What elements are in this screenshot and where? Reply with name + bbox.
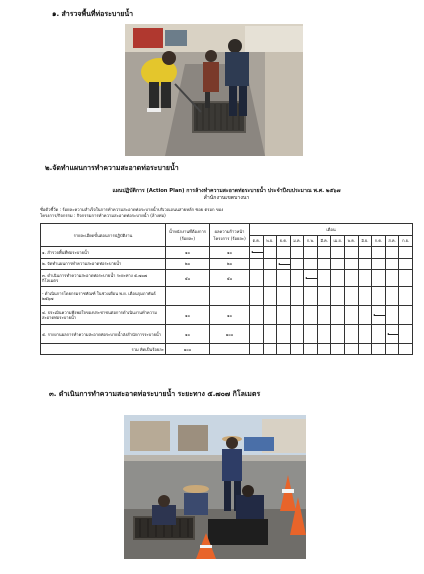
month-cell <box>263 306 277 325</box>
timeline-arrow <box>306 278 317 279</box>
total-weight: ๑๐๐ <box>166 344 210 355</box>
total-empty-cell <box>345 344 359 355</box>
month-cell <box>250 325 264 344</box>
total-empty-cell <box>317 344 331 355</box>
month-cell <box>250 270 264 287</box>
month-cell <box>331 306 345 325</box>
activity-cell: ๑. สำรวจพื้นที่ท่อระบายน้ำ <box>41 247 166 259</box>
section-heading-cleaning: ๓. ดำเนินการทำความสะอาดท่อระบายน้ำ ระยะทาง ๕.๗๐๗ กิโลเมตร <box>49 390 261 398</box>
month-cell <box>358 306 372 325</box>
month-header: ม.ค. <box>290 236 304 247</box>
activity-cell: - ดำเนินการโดยกรมราชทัณฑ์ ในช่วงเดือน พ.ย. เดือนกุมภาพันธ์ ๒๕๖๗ <box>41 287 166 306</box>
month-cell <box>290 270 304 287</box>
month-cell <box>304 270 318 287</box>
col-header-target: ผลความก้าวหน้าโครงการ (ร้อยละ) <box>210 224 250 247</box>
table-row <box>41 325 413 344</box>
weight-cell: ๕๐ <box>166 270 210 287</box>
month-cell <box>277 247 291 259</box>
plan-title: แผนปฏิบัติการ (Action Plan) การล้างทำความสะอาดท่อระบายน้ำ ประจำปีงบประมาณ พ.ศ. ๒๕๖๗ <box>112 188 341 194</box>
total-empty-cell <box>210 344 250 355</box>
month-cell <box>290 258 304 270</box>
activity-cell: ๓. ดำเนินการทำความสะอาดท่อระบายน้ำ ระยะทาง ๕.๗๐๗ กิโลเมตร <box>41 270 166 287</box>
action-plan-table <box>40 223 413 355</box>
month-cell <box>372 247 386 259</box>
timeline-arrow <box>374 315 385 316</box>
target-cell: ๑๐ <box>210 247 250 259</box>
month-cell <box>317 258 331 270</box>
target-cell: ๒๐ <box>210 258 250 270</box>
month-cell <box>263 325 277 344</box>
table-row <box>41 247 413 259</box>
photo-drain-cleaning <box>124 415 306 559</box>
month-cell <box>290 306 304 325</box>
month-cell <box>263 247 277 259</box>
target-cell <box>210 287 250 306</box>
total-empty-cell <box>331 344 345 355</box>
total-empty-cell <box>385 344 399 355</box>
month-cell <box>372 270 386 287</box>
month-cell <box>372 306 386 325</box>
weight-cell: ๑๐ <box>166 325 210 344</box>
col-header-weight: น้ำหนักงานที่ต้องการ (ร้อยละ) <box>166 224 210 247</box>
month-cell <box>250 287 264 306</box>
month-header: พ.ย. <box>263 236 277 247</box>
month-cell <box>250 247 264 259</box>
month-cell <box>372 258 386 270</box>
month-cell <box>331 247 345 259</box>
month-cell <box>358 287 372 306</box>
month-cell <box>399 287 413 306</box>
total-row <box>41 344 413 355</box>
target-cell: ๑๐ <box>210 306 250 325</box>
month-cell <box>290 287 304 306</box>
activity-cell: ๔. ประเมินความพึงพอใจของประชาชนต่อการดำเนินงานทำความสะอาดท่อระบายน้ำ <box>41 306 166 325</box>
month-cell <box>399 258 413 270</box>
month-cell <box>372 325 386 344</box>
month-cell <box>372 287 386 306</box>
month-header: ธ.ค. <box>277 236 291 247</box>
month-cell <box>250 306 264 325</box>
total-empty-cell <box>304 344 318 355</box>
total-empty-cell <box>358 344 372 355</box>
month-cell <box>317 325 331 344</box>
month-cell <box>358 270 372 287</box>
month-cell <box>304 306 318 325</box>
month-cell <box>358 258 372 270</box>
timeline-arrow <box>279 264 290 265</box>
month-cell <box>277 306 291 325</box>
month-cell <box>290 325 304 344</box>
table-row <box>41 306 413 325</box>
month-cell <box>331 287 345 306</box>
month-cell <box>290 247 304 259</box>
month-cell <box>385 287 399 306</box>
photo-drain-survey <box>125 24 303 156</box>
col-header-activity: รายละเอียดขั้นตอนการปฏิบัติงาน <box>41 224 166 247</box>
month-cell <box>345 306 359 325</box>
month-cell <box>385 270 399 287</box>
total-empty-cell <box>250 344 264 355</box>
col-header-months: เดือน <box>250 224 413 236</box>
weight-cell <box>166 287 210 306</box>
month-cell <box>399 247 413 259</box>
month-cell <box>345 247 359 259</box>
action-plan-document <box>40 180 413 358</box>
photo-drain-cleaning-image <box>124 415 306 559</box>
month-cell <box>331 258 345 270</box>
month-header: ก.ย. <box>399 236 413 247</box>
month-header: ก.ค. <box>372 236 386 247</box>
activity-cell: ๕. รายงานผลการทำความสะอาดท่อระบายน้ำส่งสำนักการระบายน้ำ <box>41 325 166 344</box>
plan-indicator: ชื่อตัวชี้วัด : ร้อยละความสำเร็จในการทำความสะอาดท่อระบายน้ำบริเวณถนนสายหลัก ซอย ตรอก ของ <box>40 207 224 212</box>
month-header: มี.ค. <box>317 236 331 247</box>
month-header: มิ.ย. <box>358 236 372 247</box>
month-cell <box>317 270 331 287</box>
month-cell <box>331 270 345 287</box>
month-header: ส.ค. <box>385 236 399 247</box>
month-cell <box>263 270 277 287</box>
plan-project: โครงการ/กิจกรรม : กิจกรรมการทำความสะอาดท่อระบายน้ำ (ล้างท่อ) <box>40 213 166 218</box>
month-header: ต.ค. <box>250 236 264 247</box>
month-cell <box>399 306 413 325</box>
weight-cell: ๒๐ <box>166 258 210 270</box>
month-cell <box>385 247 399 259</box>
target-cell: ๕๐ <box>210 270 250 287</box>
month-cell <box>385 306 399 325</box>
month-cell <box>263 287 277 306</box>
month-cell <box>399 325 413 344</box>
section-heading-survey: ๑. สำรวจพื้นที่ท่อระบายน้ำ <box>52 10 134 18</box>
month-cell <box>304 258 318 270</box>
total-empty-cell <box>372 344 386 355</box>
month-cell <box>345 258 359 270</box>
month-header: พ.ค. <box>345 236 359 247</box>
total-label: รวม คิดเป็นร้อยละ <box>41 344 166 355</box>
month-cell <box>304 325 318 344</box>
month-cell <box>304 247 318 259</box>
month-header: ก.พ. <box>304 236 318 247</box>
total-empty-cell <box>277 344 291 355</box>
total-empty-cell <box>399 344 413 355</box>
month-cell <box>345 325 359 344</box>
section-heading-plan: ๒.จัดทำแผนการทำความสะอาดท่อระบายน้ำ <box>45 164 179 172</box>
month-cell <box>263 258 277 270</box>
table-row <box>41 287 413 306</box>
month-cell <box>250 258 264 270</box>
month-cell <box>358 247 372 259</box>
month-cell <box>277 287 291 306</box>
total-empty-cell <box>263 344 277 355</box>
month-cell <box>277 270 291 287</box>
activity-cell: ๒. จัดทำแผนการทำความสะอาดท่อระบายน้ำ <box>41 258 166 270</box>
table-row <box>41 258 413 270</box>
month-cell <box>331 325 345 344</box>
photo-drain-survey-image <box>125 24 303 156</box>
month-header: เม.ย. <box>331 236 345 247</box>
month-cell <box>358 325 372 344</box>
month-cell <box>277 325 291 344</box>
weight-cell: ๑๐ <box>166 306 210 325</box>
table-row <box>41 270 413 287</box>
month-cell <box>385 258 399 270</box>
month-cell <box>345 287 359 306</box>
month-cell <box>317 306 331 325</box>
target-cell: ๑๐๐ <box>210 325 250 344</box>
month-cell <box>345 270 359 287</box>
plan-office: สำนักงานเขตบางนา <box>203 195 250 201</box>
month-cell <box>277 258 291 270</box>
timeline-arrow <box>388 334 399 335</box>
timeline-arrow <box>252 252 263 253</box>
month-cell <box>317 247 331 259</box>
month-cell <box>304 287 318 306</box>
month-cell <box>317 287 331 306</box>
month-cell <box>399 270 413 287</box>
month-cell <box>385 325 399 344</box>
weight-cell: ๑๐ <box>166 247 210 259</box>
total-empty-cell <box>290 344 304 355</box>
